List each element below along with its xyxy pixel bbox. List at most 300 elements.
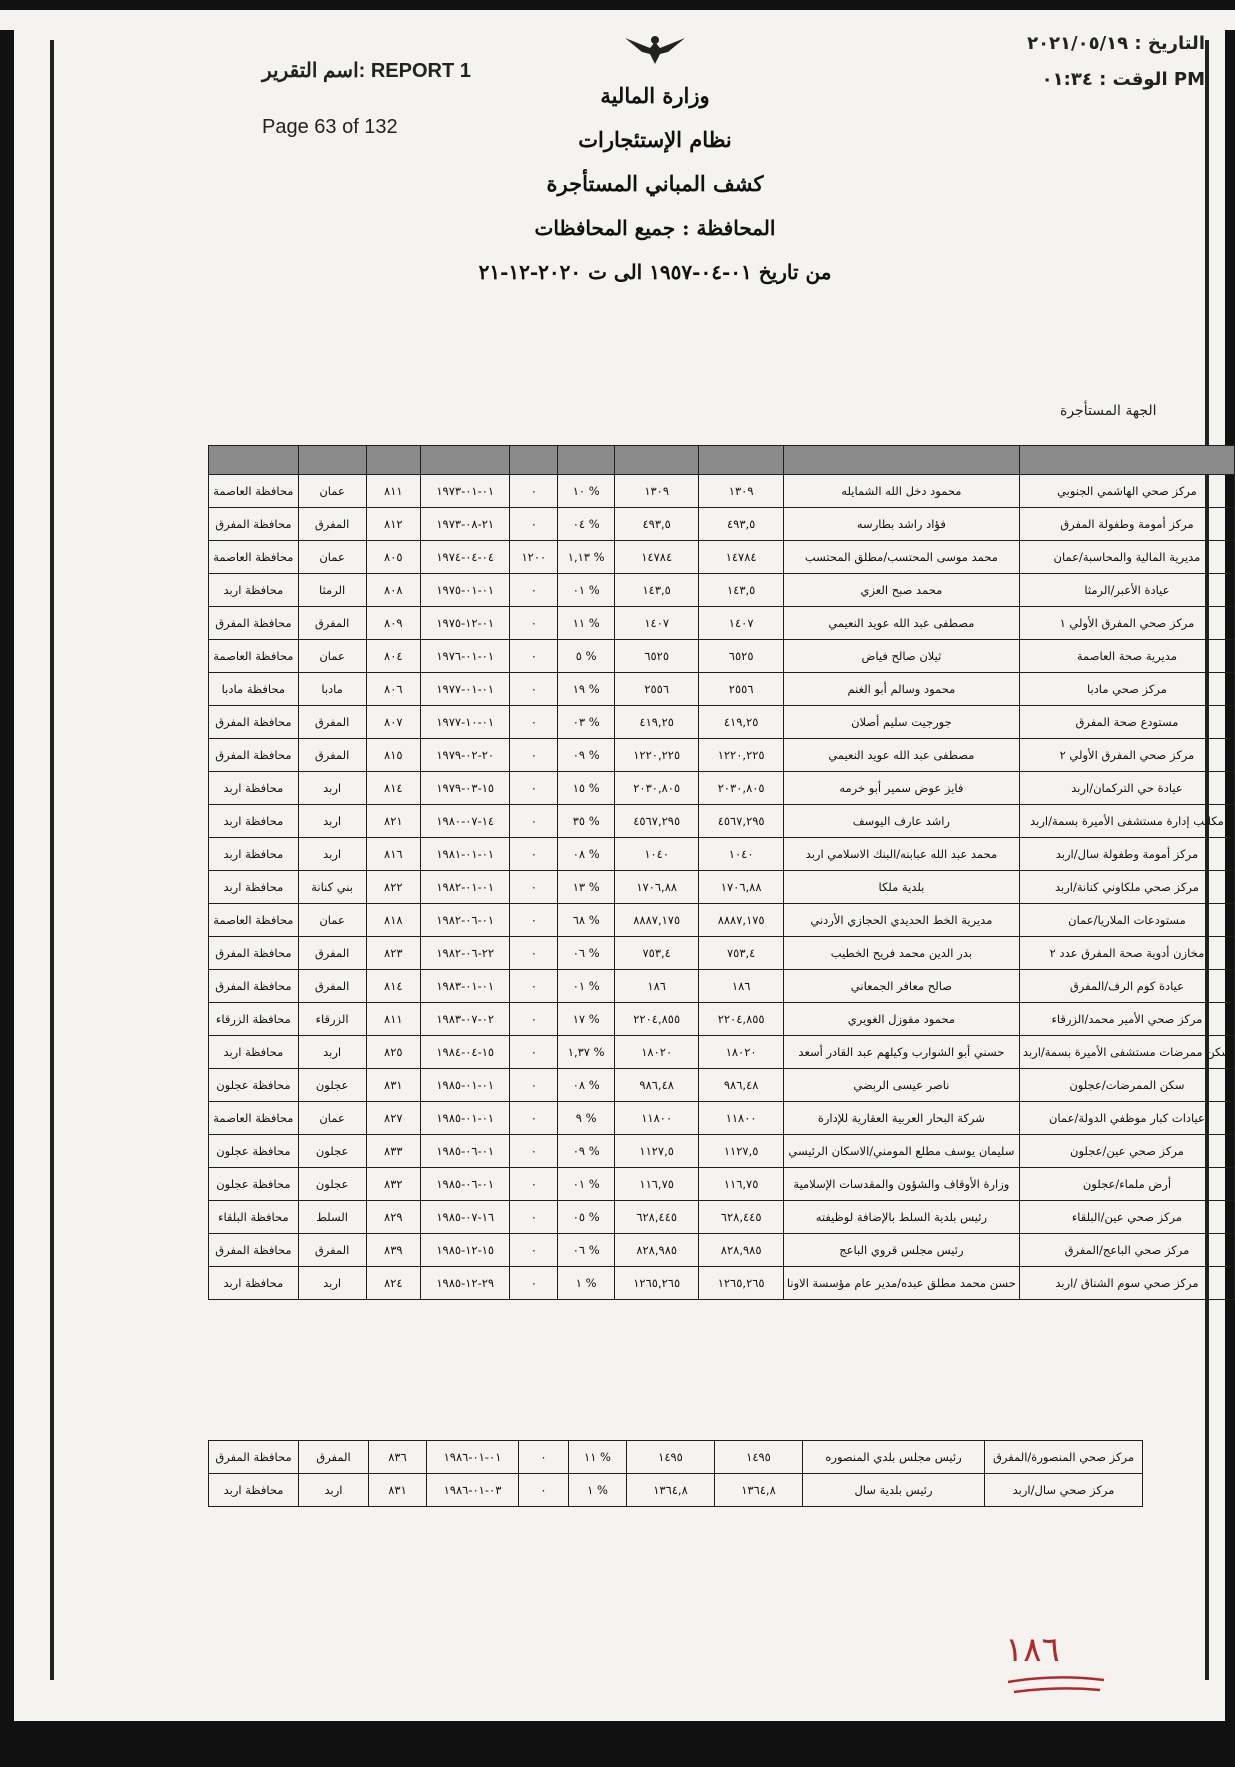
- start-date-cell: ٢٠-٠٢-١٩٧٩: [421, 739, 510, 772]
- current-rent-cell: ٢٥٥٦: [614, 673, 698, 706]
- landlord-cell: حسني أبو الشوارب وكيلهم عبد القادر أسعد: [783, 1036, 1019, 1069]
- deposit-cell: ٠: [510, 838, 558, 871]
- deposit-cell: ٠: [510, 1201, 558, 1234]
- increase-percent-cell: ٠٨ %: [558, 838, 615, 871]
- governorate-cell: محافظة الزرقاء: [209, 1003, 299, 1036]
- report-time: الوقت : ٠١:٣٤ PM: [1041, 69, 1205, 90]
- building-no-cell: ٨٠٦: [366, 673, 421, 706]
- tenant-entity-cell: عيادة الأعبر/الرمثا: [1019, 574, 1234, 607]
- governorate-cell: محافظة المفرق: [209, 937, 299, 970]
- building-no-cell: ٨٢٤: [366, 1267, 421, 1300]
- city-cell: الزرقاء: [298, 1003, 366, 1036]
- current-rent-cell: ١٨٦: [614, 970, 698, 1003]
- table-row: [209, 772, 1235, 805]
- table-row: [209, 1135, 1235, 1168]
- building-no-cell: ٨٢١: [366, 805, 421, 838]
- start-date-cell: ٠١-٠١-١٩٧٥: [421, 574, 510, 607]
- original-rent-cell: ١٠٤٠: [699, 838, 783, 871]
- city-cell: عجلون: [298, 1135, 366, 1168]
- original-rent-cell: ٤١٩,٢٥: [699, 706, 783, 739]
- deposit-cell: ٠: [510, 1102, 558, 1135]
- governorate-cell: محافظة المفرق: [209, 1441, 299, 1474]
- table-row: [209, 706, 1235, 739]
- deposit-cell: ١٢٠٠: [510, 541, 558, 574]
- original-rent-cell: ٤٩٣,٥: [699, 508, 783, 541]
- city-cell: المفرق: [298, 937, 366, 970]
- city-cell: المفرق: [298, 970, 366, 1003]
- table-row: [209, 1036, 1235, 1069]
- landlord-cell: رئيس بلدية سال: [803, 1474, 985, 1507]
- governorate-cell: محافظة العاصمة: [209, 541, 299, 574]
- eagle-emblem-icon: [620, 30, 690, 70]
- original-rent-cell: ١٢٦٥,٢٦٥: [699, 1267, 783, 1300]
- tenant-entity-cell: مركز صحي المنصورة/المفرق: [985, 1441, 1143, 1474]
- current-rent-cell: ٦٢٨,٤٤٥: [614, 1201, 698, 1234]
- city-cell: عمان: [298, 904, 366, 937]
- tenant-entity-cell: سكن الممرضات/عجلون: [1019, 1069, 1234, 1102]
- tenant-entity-cell: مديرية المالية والمحاسبة/عمان: [1019, 541, 1234, 574]
- current-rent-cell: ٨٨٨٧,١٧٥: [614, 904, 698, 937]
- building-no-cell: ٨٠٤: [366, 640, 421, 673]
- scan-line-left: [50, 40, 54, 1680]
- table-row: [209, 1267, 1235, 1300]
- deposit-cell: ٠: [510, 640, 558, 673]
- table-row: [209, 1234, 1235, 1267]
- building-no-cell: ٨١٤: [366, 772, 421, 805]
- increase-percent-cell: ٠٥ %: [558, 1201, 615, 1234]
- table-row: [209, 1069, 1235, 1102]
- start-date-cell: ٠١-٠٦-١٩٨٥: [421, 1135, 510, 1168]
- building-no-cell: ٨١٥: [366, 739, 421, 772]
- table-row: [209, 607, 1235, 640]
- header-cell: [614, 446, 698, 475]
- building-no-cell: ٨٣١: [366, 1069, 421, 1102]
- start-date-cell: ١٥-٠٣-١٩٧٩: [421, 772, 510, 805]
- deposit-cell: ٠: [510, 871, 558, 904]
- landlord-cell: فؤاد راشد بطارسه: [783, 508, 1019, 541]
- start-date-cell: ٠١-١٠-١٩٧٧: [421, 706, 510, 739]
- governorate-cell: محافظة العاصمة: [209, 640, 299, 673]
- start-date-cell: ١٥-٠٤-١٩٨٤: [421, 1036, 510, 1069]
- landlord-cell: ثيلان صالح فياض: [783, 640, 1019, 673]
- city-cell: المفرق: [298, 607, 366, 640]
- building-no-cell: ٨٣٦: [369, 1441, 427, 1474]
- tenant-entity-cell: مركز صحي سوم الشناق /اربد: [1019, 1267, 1234, 1300]
- deposit-cell: ٠: [510, 574, 558, 607]
- increase-percent-cell: ١٧ %: [558, 1003, 615, 1036]
- header-cell: [366, 446, 421, 475]
- table-row: [209, 805, 1235, 838]
- original-rent-cell: ١٤٣,٥: [699, 574, 783, 607]
- increase-percent-cell: ٠٩ %: [558, 1135, 615, 1168]
- original-rent-cell: ٢٢٠٤,٨٥٥: [699, 1003, 783, 1036]
- governorate-cell: محافظة اربد: [209, 1267, 299, 1300]
- governorate-cell: محافظة المفرق: [209, 970, 299, 1003]
- handwritten-underline-mark: [1000, 1630, 1110, 1710]
- current-rent-cell: ٩٨٦,٤٨: [614, 1069, 698, 1102]
- page-info: Page 63 of 132: [262, 116, 398, 138]
- tenant-entity-cell: مركز صحي الباعج/المفرق: [1019, 1234, 1234, 1267]
- governorate-cell: محافظة البلقاء: [209, 1201, 299, 1234]
- increase-percent-cell: ٦٨ %: [558, 904, 615, 937]
- current-rent-cell: ١٣٦٤,٨: [627, 1474, 715, 1507]
- increase-percent-cell: ٠٣ %: [558, 706, 615, 739]
- building-no-cell: ٨٢٧: [366, 1102, 421, 1135]
- increase-percent-cell: ٠١ %: [558, 1168, 615, 1201]
- tenant-entity-cell: مركز صحي سال/اربد: [985, 1474, 1143, 1507]
- rented-buildings-table: [208, 445, 1235, 1300]
- city-cell: الرمثا: [298, 574, 366, 607]
- current-rent-cell: ١٤٧٨٤: [614, 541, 698, 574]
- deposit-cell: ٠: [510, 508, 558, 541]
- current-rent-cell: ٤٥٦٧,٢٩٥: [614, 805, 698, 838]
- landlord-cell: وزارة الأوقاف والشؤون والمقدسات الإسلامية: [783, 1168, 1019, 1201]
- increase-percent-cell: ١٣ %: [558, 871, 615, 904]
- header-cell: [298, 446, 366, 475]
- tenant-entity-cell: عيادة حي التركمان/اربد: [1019, 772, 1234, 805]
- tenant-entity-cell: مركز صحي ملكاوني كنانة/اربد: [1019, 871, 1234, 904]
- increase-percent-cell: ٠٦ %: [558, 1234, 615, 1267]
- start-date-cell: ٠٤-٠٤-١٩٧٤: [421, 541, 510, 574]
- city-cell: اربد: [299, 1474, 369, 1507]
- governorate-cell: محافظة العاصمة: [209, 1102, 299, 1135]
- header-cell: [699, 446, 783, 475]
- increase-percent-cell: ١ %: [569, 1474, 627, 1507]
- table-header-row: [209, 446, 1235, 475]
- current-rent-cell: ١٢٦٥,٢٦٥: [614, 1267, 698, 1300]
- current-rent-cell: ١٤٣,٥: [614, 574, 698, 607]
- current-rent-cell: ٢٠٣٠,٨٠٥: [614, 772, 698, 805]
- increase-percent-cell: ٠٩ %: [558, 739, 615, 772]
- landlord-cell: محمد موسى المحتسب/مطلق المحتسب: [783, 541, 1019, 574]
- table-row: [209, 640, 1235, 673]
- table-row: [209, 1102, 1235, 1135]
- table-row: [209, 937, 1235, 970]
- building-no-cell: ٨١٨: [366, 904, 421, 937]
- current-rent-cell: ١٠٤٠: [614, 838, 698, 871]
- increase-percent-cell: ٥ %: [558, 640, 615, 673]
- tenant-entity-cell: مستودع صحة المفرق: [1019, 706, 1234, 739]
- city-cell: مادبا: [298, 673, 366, 706]
- landlord-cell: رئيس بلدية السلط بالإضافة لوظيفته: [783, 1201, 1019, 1234]
- increase-percent-cell: ٠٨ %: [558, 1069, 615, 1102]
- landlord-cell: مصطفى عبد الله عويد النعيمي: [783, 607, 1019, 640]
- increase-percent-cell: ١,٣٧ %: [558, 1036, 615, 1069]
- start-date-cell: ٠١-٠١-١٩٨١: [421, 838, 510, 871]
- deposit-cell: ٠: [510, 1234, 558, 1267]
- table-row: [209, 1003, 1235, 1036]
- original-rent-cell: ٢٥٥٦: [699, 673, 783, 706]
- increase-percent-cell: ١١ %: [569, 1441, 627, 1474]
- start-date-cell: ٠١-١٢-١٩٧٥: [421, 607, 510, 640]
- governorate-cell: محافظة المفرق: [209, 607, 299, 640]
- building-no-cell: ٨١٢: [366, 508, 421, 541]
- governorate-cell: محافظة عجلون: [209, 1135, 299, 1168]
- deposit-cell: ٠: [519, 1474, 569, 1507]
- deposit-cell: ٠: [510, 1069, 558, 1102]
- governorate-cell: محافظة المفرق: [209, 706, 299, 739]
- landlord-cell: محمود وسالم أبو الغنم: [783, 673, 1019, 706]
- building-no-cell: ٨١١: [366, 1003, 421, 1036]
- building-no-cell: ٨١٦: [366, 838, 421, 871]
- increase-percent-cell: ١١ %: [558, 607, 615, 640]
- landlord-cell: محمود مفوزل الغويري: [783, 1003, 1019, 1036]
- table-row: [209, 574, 1235, 607]
- original-rent-cell: ١٣٦٤,٨: [715, 1474, 803, 1507]
- report-date: التاريخ : ٢٠٢١/٠٥/١٩: [1027, 33, 1205, 54]
- city-cell: المفرق: [298, 1234, 366, 1267]
- landlord-cell: رئيس مجلس بلدي المنصوره: [803, 1441, 985, 1474]
- table-row: [209, 904, 1235, 937]
- city-cell: المفرق: [299, 1441, 369, 1474]
- start-date-cell: ١٦-٠٧-١٩٨٥: [421, 1201, 510, 1234]
- landlord-cell: حسن محمد مطلق عبده/مدير عام مؤسسة الاونا: [783, 1267, 1019, 1300]
- city-cell: بني كنانة: [298, 871, 366, 904]
- deposit-cell: ٠: [510, 970, 558, 1003]
- report-header-right: [1015, 26, 1205, 98]
- current-rent-cell: ٦٥٢٥: [614, 640, 698, 673]
- city-cell: عمان: [298, 475, 366, 508]
- original-rent-cell: ١١٢٧,٥: [699, 1135, 783, 1168]
- table-row: [209, 541, 1235, 574]
- building-no-cell: ٨٣١: [369, 1474, 427, 1507]
- landlord-cell: مصطفى عبد الله عويد النعيمي: [783, 739, 1019, 772]
- original-rent-cell: ١١٦,٧٥: [699, 1168, 783, 1201]
- increase-percent-cell: ٩ %: [558, 1102, 615, 1135]
- governorate-cell: محافظة اربد: [209, 1036, 299, 1069]
- deposit-cell: ٠: [510, 772, 558, 805]
- start-date-cell: ٠٣-٠١-١٩٨٦: [427, 1474, 519, 1507]
- original-rent-cell: ٩٨٦,٤٨: [699, 1069, 783, 1102]
- table-row: [209, 970, 1235, 1003]
- landlord-cell: بلدية ملكا: [783, 871, 1019, 904]
- tenant-entity-cell: عيادات كبار موظفي الدولة/عمان: [1019, 1102, 1234, 1135]
- city-cell: المفرق: [298, 739, 366, 772]
- governorate-cell: محافظة اربد: [209, 772, 299, 805]
- city-cell: المفرق: [298, 508, 366, 541]
- header-cell: [510, 446, 558, 475]
- governorate-cell: محافظة اربد: [209, 574, 299, 607]
- header-cell: [558, 446, 615, 475]
- city-cell: اربد: [298, 1267, 366, 1300]
- governorate-cell: محافظة اربد: [209, 871, 299, 904]
- landlord-cell: محمود دخل الله الشمايله: [783, 475, 1019, 508]
- governorate-cell: محافظة المفرق: [209, 508, 299, 541]
- report-title-block: [430, 30, 880, 294]
- start-date-cell: ١٥-١٢-١٩٨٥: [421, 1234, 510, 1267]
- system-name: نظام الإستئجارات: [578, 127, 732, 152]
- current-rent-cell: ٤١٩,٢٥: [614, 706, 698, 739]
- original-rent-cell: ١٢٢٠,٢٢٥: [699, 739, 783, 772]
- governorate-cell: محافظة اربد: [209, 805, 299, 838]
- tenant-entity-cell: مركز أمومة وطفولة المفرق: [1019, 508, 1234, 541]
- deposit-cell: ٠: [510, 739, 558, 772]
- tenant-entity-cell: مركز صحي عين/عجلون: [1019, 1135, 1234, 1168]
- current-rent-cell: ١٤٩٥: [627, 1441, 715, 1474]
- start-date-cell: ٠١-٠١-١٩٨٥: [421, 1102, 510, 1135]
- landlord-cell: ناصر عيسى الربضي: [783, 1069, 1019, 1102]
- start-date-cell: ٢٩-١٢-١٩٨٥: [421, 1267, 510, 1300]
- governorate-cell: محافظة العاصمة: [209, 475, 299, 508]
- table-row: [209, 673, 1235, 706]
- header-cell: [783, 446, 1019, 475]
- building-no-cell: ٨٣٩: [366, 1234, 421, 1267]
- city-cell: عمان: [298, 640, 366, 673]
- current-rent-cell: ١٨٠٢٠: [614, 1036, 698, 1069]
- original-rent-cell: ٢٠٣٠,٨٠٥: [699, 772, 783, 805]
- tenant-entity-cell: مستودعات الملاريا/عمان: [1019, 904, 1234, 937]
- table-row: [209, 739, 1235, 772]
- deposit-cell: ٠: [510, 706, 558, 739]
- original-rent-cell: ١٤٩٥: [715, 1441, 803, 1474]
- current-rent-cell: ١١٦,٧٥: [614, 1168, 698, 1201]
- table-row: [209, 838, 1235, 871]
- tenant-entity-cell: مركز صحي المفرق الأولي ٢: [1019, 739, 1234, 772]
- start-date-cell: ٠١-٠١-١٩٧٦: [421, 640, 510, 673]
- building-no-cell: ٨٠٩: [366, 607, 421, 640]
- deposit-cell: ٠: [510, 904, 558, 937]
- landlord-cell: بدر الدين محمد فريح الخطيب: [783, 937, 1019, 970]
- start-date-cell: ٢١-٠٨-١٩٧٣: [421, 508, 510, 541]
- table-row: [209, 1474, 1143, 1507]
- tenant-entity-cell: مخازن أدوية صحة المفرق عدد ٢: [1019, 937, 1234, 970]
- governorate-filter: المحافظة : جميع المحافظات: [534, 216, 776, 240]
- building-no-cell: ٨٠٥: [366, 541, 421, 574]
- table-row: [209, 1201, 1235, 1234]
- increase-percent-cell: ٠١ %: [558, 970, 615, 1003]
- original-rent-cell: ١٤٧٨٤: [699, 541, 783, 574]
- building-no-cell: ٨٢٣: [366, 937, 421, 970]
- original-rent-cell: ٤٥٦٧,٢٩٥: [699, 805, 783, 838]
- scan-border-left: [0, 30, 14, 1730]
- deposit-cell: ٠: [519, 1441, 569, 1474]
- start-date-cell: ٢٢-٠٦-١٩٨٢: [421, 937, 510, 970]
- table-row: [209, 475, 1235, 508]
- landlord-cell: رئيس مجلس قروي الباعج: [783, 1234, 1019, 1267]
- current-rent-cell: ٧٥٣,٤: [614, 937, 698, 970]
- deposit-cell: ٠: [510, 607, 558, 640]
- table-row: [209, 508, 1235, 541]
- current-rent-cell: ٤٩٣,٥: [614, 508, 698, 541]
- header-cell: [1019, 446, 1234, 475]
- start-date-cell: ٠١-٠١-١٩٨٦: [427, 1441, 519, 1474]
- scan-border-top: [0, 0, 1235, 10]
- governorate-cell: محافظة اربد: [209, 1474, 299, 1507]
- handwritten-page-number: ١٨٦: [1005, 1630, 1060, 1670]
- city-cell: عمان: [298, 1102, 366, 1135]
- building-no-cell: ٨٢٥: [366, 1036, 421, 1069]
- deposit-cell: ٠: [510, 1168, 558, 1201]
- scan-border-bottom: [0, 1721, 1235, 1767]
- building-no-cell: ٨٠٨: [366, 574, 421, 607]
- landlord-cell: مديرية الخط الحديدي الحجازي الأردني: [783, 904, 1019, 937]
- building-no-cell: ٨١٤: [366, 970, 421, 1003]
- original-rent-cell: ١٤٠٧: [699, 607, 783, 640]
- increase-percent-cell: ١ %: [558, 1267, 615, 1300]
- building-no-cell: ٨٢٢: [366, 871, 421, 904]
- deposit-cell: ٠: [510, 937, 558, 970]
- tenant-entity-cell: مديرية صحة العاصمة: [1019, 640, 1234, 673]
- city-cell: اربد: [298, 772, 366, 805]
- building-no-cell: ٨٣٢: [366, 1168, 421, 1201]
- increase-percent-cell: ١٠ %: [558, 475, 615, 508]
- original-rent-cell: ١٧٠٦,٨٨: [699, 871, 783, 904]
- increase-percent-cell: ٠٤ %: [558, 508, 615, 541]
- tenant-entity-cell: مركز صحي المفرق الأولي ١: [1019, 607, 1234, 640]
- original-rent-cell: ١١٨٠٠: [699, 1102, 783, 1135]
- city-cell: اربد: [298, 1036, 366, 1069]
- increase-percent-cell: ١٥ %: [558, 772, 615, 805]
- current-rent-cell: ١٣٠٩: [614, 475, 698, 508]
- current-rent-cell: ١١٨٠٠: [614, 1102, 698, 1135]
- table-row: [209, 1441, 1143, 1474]
- current-rent-cell: ٢٢٠٤,٨٥٥: [614, 1003, 698, 1036]
- increase-percent-cell: ٣٥ %: [558, 805, 615, 838]
- tenant-entity-cell: مركز صحي عين/البلقاء: [1019, 1201, 1234, 1234]
- city-cell: عجلون: [298, 1069, 366, 1102]
- original-rent-cell: ٨٨٨٧,١٧٥: [699, 904, 783, 937]
- original-rent-cell: ١٣٠٩: [699, 475, 783, 508]
- city-cell: المفرق: [298, 706, 366, 739]
- governorate-cell: محافظة العاصمة: [209, 904, 299, 937]
- tenant-entity-cell: مركز صحي الهاشمي الجنوبي: [1019, 475, 1234, 508]
- city-cell: اربد: [298, 805, 366, 838]
- ministry-name: وزارة المالية: [600, 83, 710, 108]
- original-rent-cell: ١٨٠٢٠: [699, 1036, 783, 1069]
- increase-percent-cell: ١,١٣ %: [558, 541, 615, 574]
- governorate-cell: محافظة عجلون: [209, 1069, 299, 1102]
- date-range: من تاريخ ٠١-٠٤-١٩٥٧ الى ت ٢٠٢٠-١٢-٢١: [478, 260, 832, 284]
- original-rent-cell: ٦٥٢٥: [699, 640, 783, 673]
- report-name: اسم التقرير: REPORT 1: [262, 60, 471, 82]
- deposit-cell: ٠: [510, 1003, 558, 1036]
- building-no-cell: ٨٢٩: [366, 1201, 421, 1234]
- section-label: الجهة المستأجرة: [1060, 403, 1157, 419]
- table-row: [209, 871, 1235, 904]
- city-cell: عجلون: [298, 1168, 366, 1201]
- original-rent-cell: ٧٥٣,٤: [699, 937, 783, 970]
- rented-buildings-table-continued: [208, 1440, 1143, 1507]
- start-date-cell: ٠١-٠١-١٩٨٢: [421, 871, 510, 904]
- deposit-cell: ٠: [510, 673, 558, 706]
- tenant-entity-cell: مركز صحي الأمير محمد/الزرقاء: [1019, 1003, 1234, 1036]
- current-rent-cell: ١٤٠٧: [614, 607, 698, 640]
- increase-percent-cell: ٠١ %: [558, 574, 615, 607]
- deposit-cell: ٠: [510, 805, 558, 838]
- start-date-cell: ٠١-٠٦-١٩٨٢: [421, 904, 510, 937]
- start-date-cell: ١٤-٠٧-١٩٨٠: [421, 805, 510, 838]
- governorate-cell: محافظة مادبا: [209, 673, 299, 706]
- report-title: كشف المباني المستأجرة: [546, 171, 764, 196]
- building-no-cell: ٨٣٣: [366, 1135, 421, 1168]
- tenant-entity-cell: مكاتب إدارة مستشفى الأميرة بسمة/اربد: [1019, 805, 1234, 838]
- city-cell: السلط: [298, 1201, 366, 1234]
- tenant-entity-cell: عيادة كوم الرف/المفرق: [1019, 970, 1234, 1003]
- original-rent-cell: ٨٢٨,٩٨٥: [699, 1234, 783, 1267]
- landlord-cell: راشد عارف اليوسف: [783, 805, 1019, 838]
- start-date-cell: ٠١-٠١-١٩٨٥: [421, 1069, 510, 1102]
- landlord-cell: صالح معافر الجمعاني: [783, 970, 1019, 1003]
- increase-percent-cell: ٠٦ %: [558, 937, 615, 970]
- building-no-cell: ٨٠٧: [366, 706, 421, 739]
- header-cell: [421, 446, 510, 475]
- tenant-entity-cell: سكن ممرضات مستشفى الأميرة بسمة/اربد: [1019, 1036, 1234, 1069]
- start-date-cell: ٠١-٠١-١٩٧٧: [421, 673, 510, 706]
- governorate-cell: محافظة عجلون: [209, 1168, 299, 1201]
- governorate-cell: محافظة المفرق: [209, 739, 299, 772]
- city-cell: عمان: [298, 541, 366, 574]
- tenant-entity-cell: مركز صحي مادبا: [1019, 673, 1234, 706]
